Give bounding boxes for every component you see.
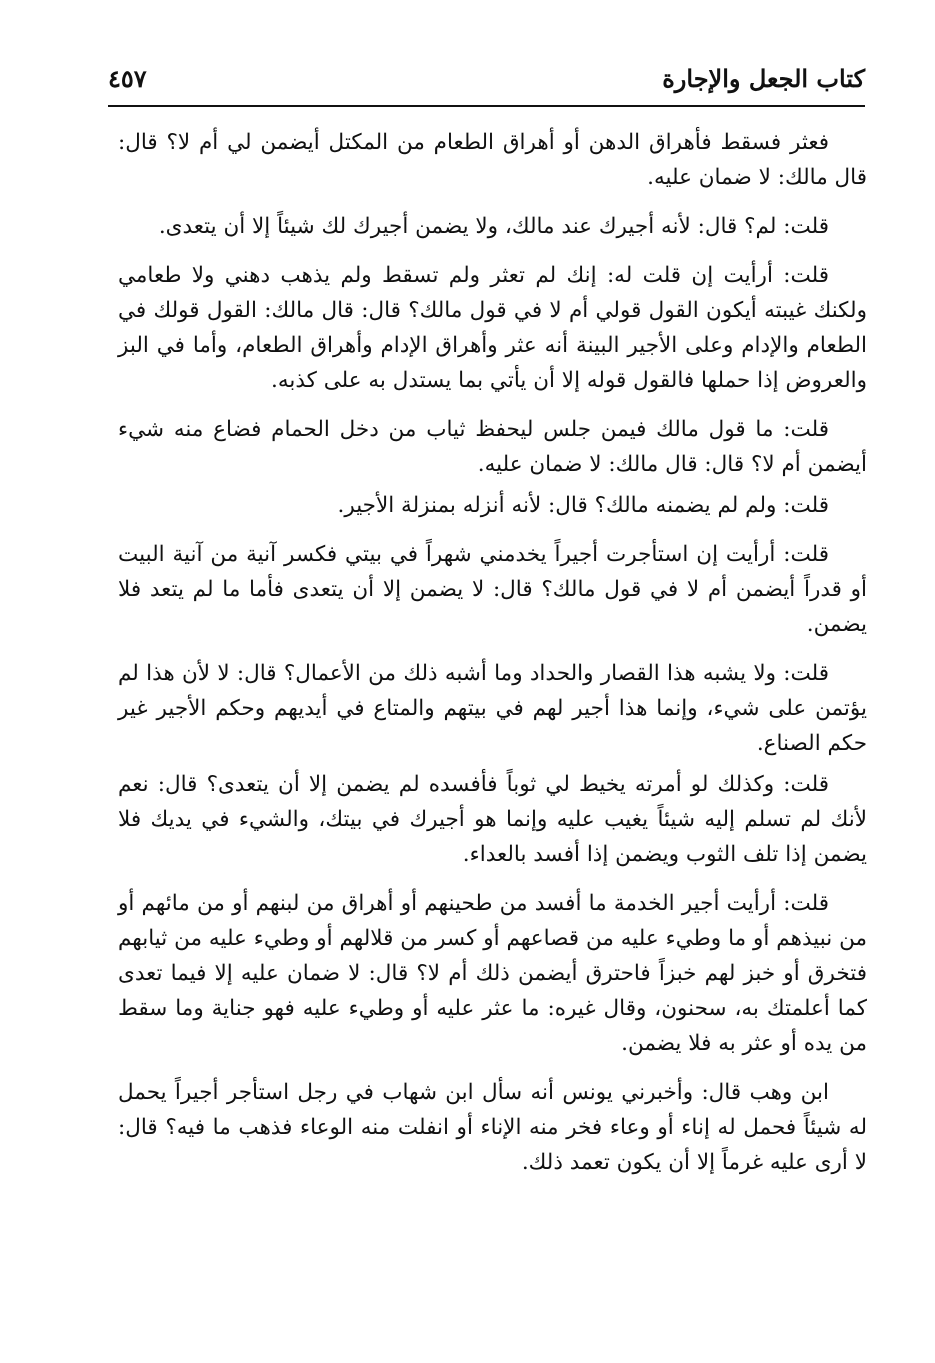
paragraph: فعثر فسقط فأهراق الدهن أو أهراق الطعام من المكتل أيضمن لي أم لا؟ قال: قال مالك: لا ضمان عليه.	[118, 130, 867, 190]
paragraph: قلت: أرأيت إن قلت له: إنك لم تعثر ولم تسقط ولم يذهب دهني ولا طعامي ولكنك غيبته أيكون القول قولي أم لا في قول مالك؟ قال: قال مالك: القول قولك في الطعام والإدام وعلى الأجير البينة أنه عثر وأهراق الإدام وأهراق الطعام، وأما في البز والعروض إذا حملها فالقول قوله إلا أن يأتي بما يستدل به على كذبه.	[118, 263, 867, 393]
paragraph: قلت: أرأيت إن استأجرت أجيراً يخدمني شهراً في بيتي فكسر آنية من آنية البيت أو قدراً أيضمن أم لا في قول مالك؟ قال: لا يضمن إلا أن يتعدى فأما ما لم يتعد فلا يضمن.	[118, 542, 867, 637]
paragraph: قلت: ما قول مالك فيمن جلس ليحفظ ثياب من دخل الحمام فضاع منه شيء أيضمن أم لا؟ قال: قال مالك: لا ضمان عليه.	[118, 417, 867, 477]
paragraph: ابن وهب قال: وأخبرني يونس أنه سأل ابن شهاب في رجل استأجر أجيراً يحمل له شيئاً فحمل له إناء أو وعاء فخر منه الإناء أو انفلت منه الوعاء فذهب ما فيه؟ قال: لا أرى عليه غرماً إلا أن يكون تعمد ذلك.	[118, 1080, 867, 1175]
paragraph: قلت: لم؟ قال: لأنه أجيرك عند مالك، ولا يضمن أجيرك لك شيئاً إلا أن يتعدى.	[158, 214, 829, 239]
paragraph: قلت: ولا يشبه هذا القصار والحداد وما أشبه ذلك من الأعمال؟ قال: لا لأن هذا لم يؤتمن على شيء، وإنما هذا أجير لهم في بيتهم والمتاع في أيديهم وحكم الأجير غير حكم الصناع.	[118, 661, 867, 756]
chapter-title: كتاب الجعل والإجارة	[662, 64, 865, 93]
page-number: ٤٥٧	[108, 64, 147, 93]
paragraph: قلت: ولم لم يضمنه مالك؟ قال: لأنه أنزله بمنزلة الأجير.	[337, 493, 829, 518]
header-rule	[108, 105, 865, 107]
running-header	[108, 62, 865, 102]
paragraph: قلت: أرأيت أجير الخدمة ما أفسد من طحينهم أو أهراق من لبنهم أو من مائهم أو من نبيذهم أو ما وطيء عليه من قصاعهم أو كسر من قلالهم أو وطيء عليه من ثيابهم فتخرق أو خبز لهم خبزاً فاحترق أيضمن ذلك أم لا؟ قال: لا ضمان عليه إلا فيما تعدى كما أعلمتك به، سحنون، وقال غيره: ما عثر عليه أو وطيء عليه فهو جناية وما سقط من يده أو عثر به فلا يضمن.	[118, 891, 867, 1056]
paragraph: قلت: وكذلك لو أمرته يخيط لي ثوباً فأفسده لم يضمن إلا أن يتعدى؟ قال: نعم لأنك لم تسلم إليه شيئاً يغيب عليه وإنما هو أجيرك في بيتك، والشيء في يديك فلا يضمن إذا تلف الثوب ويضمن إذا أفسد بالعداء.	[118, 772, 867, 867]
body-text	[118, 125, 867, 1194]
